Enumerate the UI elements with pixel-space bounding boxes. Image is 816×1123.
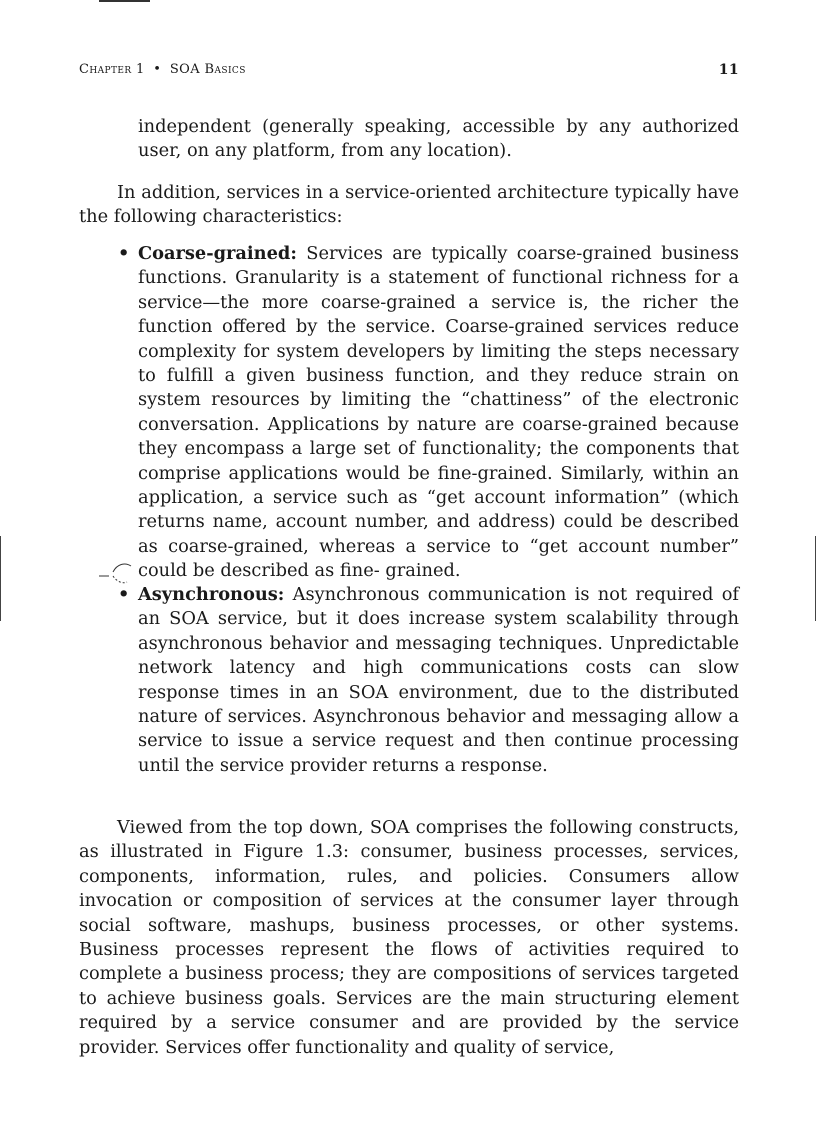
header-separator: • — [153, 62, 162, 77]
bullet-item-asynchronous — [118, 583, 739, 778]
bullet-term: Asynchronous: — [138, 584, 285, 605]
section-label: SOA Basics — [169, 62, 246, 77]
bullet-body: Asynchronous communication is not required of an SOA service, but it does increase system scalability through asynchronous behavior and messaging techniques. Unpredictable network latency and high communications costs can slow response times in an SOA environment, due to the distributed nature of services. Asynchronous behavior and messaging allow a service to issue a service request and then continue processing until the service provider returns a response. — [138, 584, 739, 776]
chapter-label: Chapter 1 — [79, 62, 145, 77]
intro-paragraph: In addition, services in a service-oriented architecture typically have the following characteristics: — [79, 182, 739, 228]
page-number: 11 — [718, 62, 739, 78]
bullet-text — [138, 583, 739, 778]
bullet-marker: • — [118, 243, 130, 264]
crop-mark-top — [99, 0, 150, 2]
running-header-title — [79, 62, 246, 77]
bullet-body: Services are typically coarse-grained business functions. Granularity is a statement of functional richness for a service—the more coarse-grained a service is, the richer the function offered by the service. Coarse-grained services reduce complexity for system developers by limiting the steps necessary to fulfill a given business function, and they reduce strain on system resources by limiting the “chattiness” of the electronic conversation. Applications by nature are coarse-grained because they encompass a large set of functionality; the components that comprise applications would be fine-grained. Similarly, within an application, a service such as “get account information” (which returns name, account number, and address) could be described as coarse-grained, whereas a service to “get account number” could be described as fine- grained. — [138, 243, 739, 582]
edge-mark-left — [0, 536, 1, 621]
bullet-item-coarse-grained — [118, 242, 739, 584]
bullet-term: Coarse-grained: — [138, 243, 297, 264]
bullet-text — [138, 242, 739, 584]
running-header — [79, 62, 739, 82]
bullet-marker: • — [118, 584, 130, 605]
continuation-paragraph: independent (generally speaking, accessible by any authorized user, on any platform, from any location). — [138, 116, 739, 162]
closing-paragraph: Viewed from the top down, SOA comprises the following constructs, as illustrated in Figure 1.3: consumer, business processes, services, components, information, rules, and policies. Consumers allow invocation or composition of services at the consumer layer through social software, mashups, business processes, or other systems. Business processes represent the flows of activities required to complete a business process; they are compositions of services targeted to achieve business goals. Services are the main structuring element required by a service consumer and are provided by the service provider. Services offer functionality and quality of service, — [79, 817, 739, 1058]
